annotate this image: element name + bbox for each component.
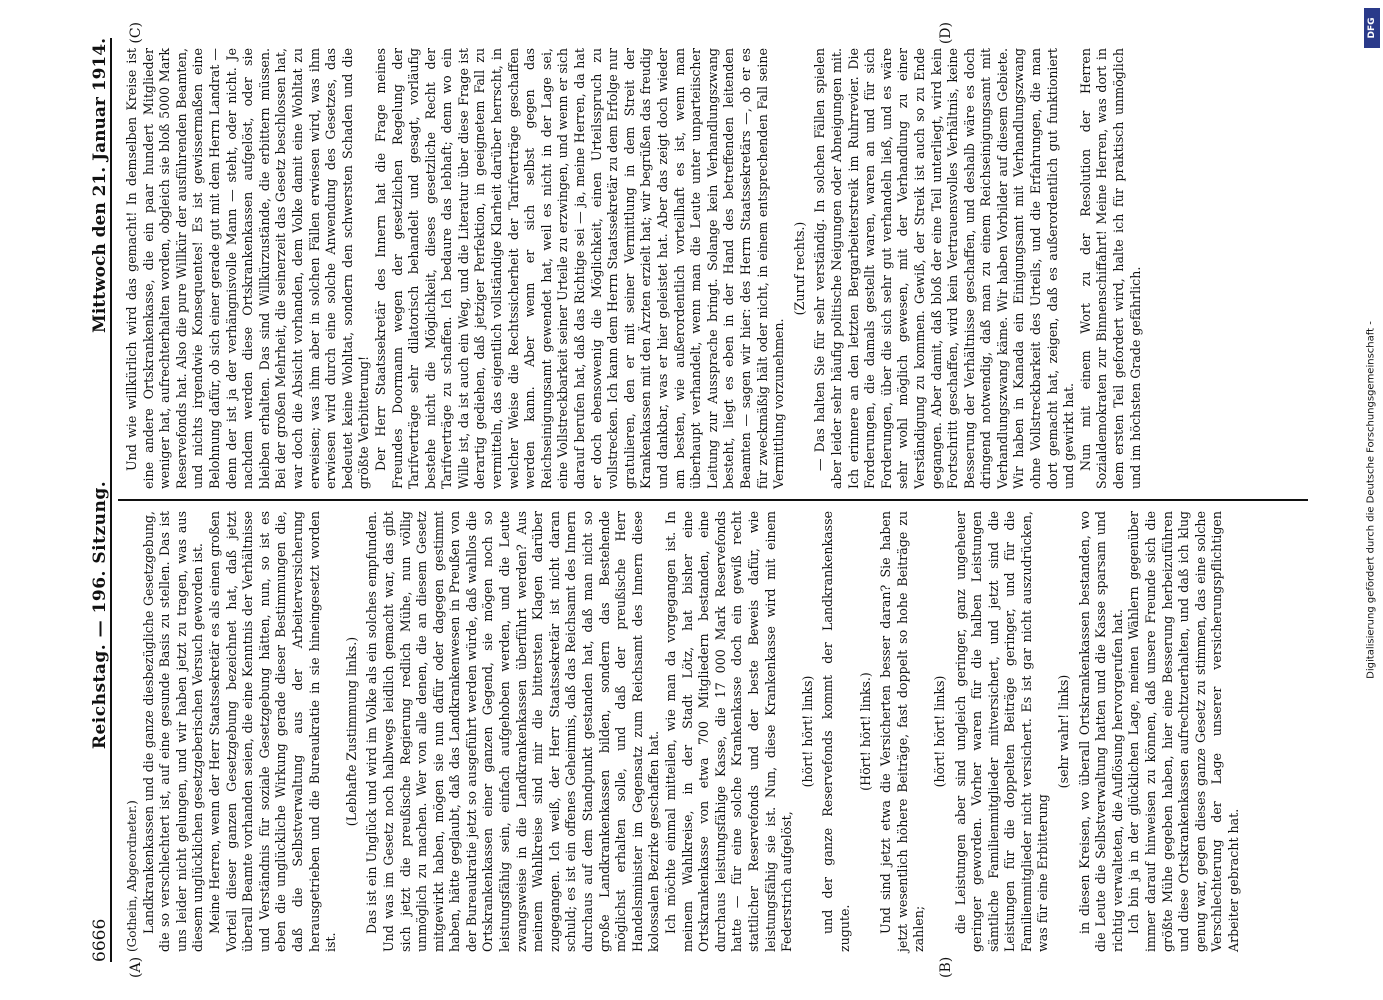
interjection: (Lebhafte Zustimmung links.) [343, 636, 359, 827]
section-marker-b: (B) [937, 956, 954, 978]
paragraph: Und wie willkürlich wird das gemacht! In demselben Kreise ist eine andere Ortskrankenkasse, die ein paar hundert Mitglieder weniger hat, aufrechterhalten worden, obgleich sie bloß 5000 Mark Reservefonds hat. Also die pure Willkür der ausführenden Beamten, und nichts irgendwie Konsequentes! Es ist gewissermaßen eine Belohnung dafür, ob sich einer gerade gut mit dem Herrn Landrat — denn der ist ja der verhängnisvolle Mann — steht, oder nicht. Je nachdem werden diese Ortskrankenkassen aufgelöst, oder sie bleiben erhalten. Das sind Willkürzustände, die erbittern müssen. Bei der großen Mehrheit, die seinerzeit das Gesetz beschlossen hat, war doch die Absicht vorhanden, dem Volke damit eine Wohltat zu erweisen; was ihm aber in solchen Fällen erwiesen wird, was ihm erwiesen wird durch eine solche Anwendung des Gesetzes, das bedeutet keine Wohltat, sondern den schwersten Schaden und die größte Verbitterung! [123, 48, 371, 489]
paragraph: Landkrankenkassen und die ganze diesbezügliche Gesetzgebung, die so verschlechtert ist, auf eine gesunde Basis zu stellen. Das ist uns leider nicht gelungen, und wir haben jetzt zu tragen, was aus diesem unglücklichen gesetzgeberischen Versuch geworden ist. [140, 511, 205, 952]
paragraph: die Leistungen aber sind ungleich geringer, ganz ungeheuer geringer geworden. Vorher waren für die halben Leistungen sämtliche Familienmitglieder mitversichert, und jetzt sind die Leistungen für die doppelten Beiträge geringer, und für die Familienmitglieder nicht versichert. Es ist gar nicht auszudrücken, was für eine Erbitterung [952, 511, 1050, 952]
interjection: (Hört! hört! links.) [857, 672, 873, 791]
paragraph: Das ist ein Unglück und wird im Volke als ein solches empfunden. Und was im Gesetz noch halbwegs leidlich gemacht war, das gibt sich jetzt die preußische Regierung redlich Mühe, nun völlig unmöglich zu machen. Wer von alle denen, die an diesem Gesetz mitgewirkt haben, mögen sie nun dafür oder dagegen gestimmt haben, hätte geglaubt, daß das Landkrankenwesen in Preußen von der Bureaukratie jetzt so ausgeführt werden würde, daß wahllos die Ortskrankenkassen einer ganzen Gegend, sie mögen noch so leistungsfähig sein, einfach aufgehoben werden, und die Leute zwangsweise in die Landkrankenkassen überführt werden? Aus meinem Wahlkreise sind mir die bittersten Klagen darüber zugegangen. Ich weiß, der Herr Staatssekretär ist nicht daran schuld; es ist ein offenes Geheimnis, daß das Reichsamt des Innern durchaus auf dem Standpunkt gestanden hat, daß man nicht so große Landkrankenkassen bilden, sondern das Bestehende möglichst erhalten solle, und daß der preußische Herr Handelsminister im Gegensatz zum Reichsamt des Innern diese kolossalen Bezirke geschaffen hat. [363, 511, 661, 952]
section-marker-d: (D) [937, 22, 954, 45]
session-title: Reichstag. — 196. Sitzung. [89, 480, 110, 750]
section-marker-c: (C) [127, 22, 144, 44]
interjection: (hört! hört! links) [931, 675, 947, 788]
paragraph: Ich möchte einmal mitteilen, wie man da vorgegangen ist. In meinem Wahlkreise, in der Stadt Lötz, hat bisher eine Ortskrankenkasse von etwa 700 Mitgliedern bestanden, eine durchaus leistungsfähige Kasse, die 17 000 Mark Reservefonds hatte — für eine solche Krankenkasse doch ein gewiß recht stattlicher Reservefonds und der beste Beweis dafür, wie leistungsfähig sie ist. Nun, diese Krankenkasse wird mit einem Federstrich aufgelöst, [662, 511, 794, 952]
dfg-logo [1364, 8, 1380, 48]
interjection: (Zuruf rechts.) [791, 221, 807, 316]
interjection: (hört! hört! links) [799, 675, 815, 788]
paragraph: und der ganze Reservefonds kommt der Landkrankenkasse zugute. [819, 511, 852, 952]
paragraph: Und sind jetzt etwa die Versicherten besser daran? Sie haben jetzt wesentlich höhere Beiträge, fast doppelt so hohe Beiträge zu zahlen; [877, 511, 926, 952]
paragraph: — Das halten Sie für sehr verständig. In solchen Fällen spielen aber leider sehr häufig politische Neigungen oder Abneigungen mit. Ich erinnere an den letzten Bergarbeiterstreik im Ruhrrevier. Die Forderungen, die damals gestellt waren, waren an und für sich Forderungen, über die sich sehr gut verhandeln ließ, und es wäre sehr wohl möglich gewesen, mit der Verhandlung zu einer Verständigung zu kommen. Gewiß, der Streik ist auch so zu Ende gegangen. Aber damit, daß bloß der eine Teil unterliegt, wird kein Fortschritt geschaffen, wird kein Vertrauensvolles Verhältnis, keine Besserung der Verhältnisse geschaffen, und deshalb wäre es doch dringend notwendig, daß man zu einem Reichseinigungsamt mit Verhandlungszwang käme. Wir haben Vorbilder auf diesem Gebiete. Wir haben in Kanada ein Einigungsamt mit Verhandlungszwang ohne Vollstreckbarkeit des Urteils, und die Erfahrungen, die man dort gemacht hat, zeigen, daß es außerordentlich gut funktioniert und gewirkt hat. [811, 48, 1076, 489]
text-columns [118, 22, 1308, 978]
page-header [76, 38, 112, 962]
page-number: 6666 [89, 918, 110, 962]
paragraph: Ich bin ja in der glücklichen Lage, meinen Wählern gegenüber immer darauf hinweisen zu können, daß unsere Freunde sich die größte Mühe gegeben haben, hier eine Besserung herbeizuführen und diese Ortskrankenkassen aufrechtzuerhalten, und daß ich klug genug war, gegen dieses ganze Gesetz zu stimmen, das eine solche Verschlechterung der Lage unserer versicherungspflichtigen Arbeiter gebracht hat. [1125, 511, 1241, 952]
paragraph: Der Herr Staatssekretär des Innern hat die Frage meines Freundes Doormann wegen der gesetzlichen Regelung der Tarifverträge sehr dilatorisch behandelt und gesagt, vorläufig bestehe nicht die Möglichkeit, dieses gesetzliche Recht der Tarifverträge zu schaffen. Ich bedaure das lebhaft; denn wo ein Wille ist, da ist auch ein Weg, und die Literatur über diese Frage ist derartig gediehen, daß jetziger Perfektion, in geeignetem Fall zu vermitteln, das eigentlich vollständige Klarheit darüber herrscht, in welcher Weise die Rechtssicherheit der Tarifverträge geschaffen werden kann. Aber wenn er sich selbst gegen das Reichseinigungsamt gewendet hat, weil es nicht in der Lage sei, eine Vollstreckbarkeit seiner Urteile zu erzwingen, und wenn er sich darauf berufen hat, daß das Richtige sei — ja, meine Herren, da hat er doch ebensowenig die Möglichkeit, einen Urteilsspruch zu vollstrecken. Ich kann dem Herrn Staatssekretär zu dem Erfolge nur gratulieren, den er mit seiner Vermittlung in dem Streit der Krankenkassen mit den Ärzten erzielt hat; wir begrüßen das freudig und dankbar, was er hier geleistet hat. Aber das zeigt doch wieder am besten, wie außerordentlich vorteilhaft es ist, wenn man überhaupt verhandelt, wenn man die Leute unter unparteiischer Leitung zur Aussprache bringt. Solange kein Verhandlungszwang besteht, liegt es eben in der Hand des betreffenden leitenden Beamten — sagen wir hier: des Herrn Staatssekretärs —, ob er es für zweckmäßig hält oder nicht, in einem entsprechenden Fall seine Vermittlung vorzunehmen. [372, 48, 786, 489]
speaker-name: (Gothein, Abgeordneter.) [124, 800, 139, 952]
paragraph: Nun mit einem Wort zu der Resolution der Herren Sozialdemokraten zur Binnenschiffahrt! Meine Herren, was dort in dem ersten Teil gefordert wird, halte ich für praktisch unmöglich und im höchsten Grade gefährlich. [1077, 48, 1143, 489]
digitization-credit [1361, 10, 1381, 990]
left-column [118, 501, 1308, 978]
session-date: Mittwoch den 21. Januar 1914. [89, 38, 110, 333]
interjection: (sehr wahr! links) [1055, 674, 1071, 789]
paragraph: Meine Herren, wenn der Herr Staatssekretär es als einen großen Vorteil dieser ganzen Gesetzgebung bezeichnet hat, daß jetzt überall Beamte vorhanden seien, die eine Kenntnis der Verhältnisse und Verständnis für soziale Gesetzgebung hätten, nun, so ist es eben die unglückliche Wirkung gerade dieser Bestimmungen die, daß die Selbstverwaltung aus der Arbeiterversicherung herausgetrieben und die Bureaukratie in sie hineingesetzt worden ist. [206, 511, 338, 952]
newspaper-page [62, 20, 1322, 980]
credit-text: Digitalisierung gefördert durch die Deutsche Forschungsgemeinschaft - [1365, 321, 1377, 679]
paragraph: in diesen Kreisen, wo überall Ortskrankenkassen bestanden, wo die Leute die Selbstverwaltung hatten und die Kasse sparsam und richtig verwalteten, die Auflösung hervorgerufen hat. [1076, 511, 1125, 952]
right-column [118, 22, 1308, 499]
dfg-logo-text: DFG [1367, 17, 1377, 39]
section-marker-a: (A) [127, 956, 144, 978]
